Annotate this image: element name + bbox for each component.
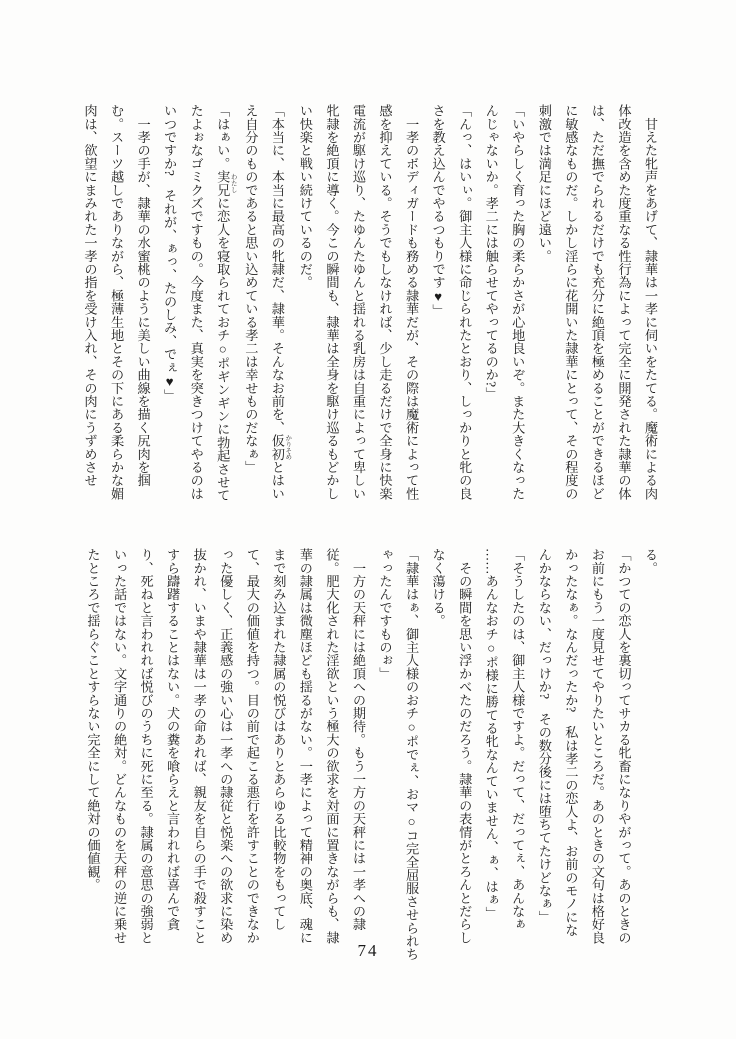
- text-line: 「本当に、本当に最高の牝隷だ、隷華。そんなお前を、仮初 かりそめとはい: [269, 104, 292, 501]
- text-line: 感を抑えている。そうでもしなければ、少し走るだけで全身に快楽: [377, 104, 393, 500]
- text-block-top: [76, 104, 663, 504]
- text-line: いった話ではない。文字通りの絶対。どんなものを天秤の逆に乗せ: [112, 548, 128, 944]
- text-line: む。スーツ越しでありながら、極薄生地とその下にある柔らかな媚: [109, 104, 125, 500]
- text-line: い快楽と戦い続けているのだ。: [297, 104, 313, 289]
- text-line: 「そうしたのは、御主人様ですよ。だって、だってぇ、あんなぁ: [510, 548, 526, 931]
- text-line: ……あんなおチ○ポ様に勝てる牝なんていません、ぁ、はぁ」: [483, 548, 499, 920]
- text-line: まで刻み込まれた隷属の悦びはありとあらゆる比較物をもってし: [271, 548, 287, 931]
- text-line: え自分のものであると思い込めている孝二は幸せものだなぁ」: [243, 104, 259, 474]
- text-line: ゃったんですものぉ」: [377, 548, 393, 680]
- text-line: 「んっ、はいぃ。御主人様に命じられたとおり、しっかりと牝の良: [457, 104, 473, 500]
- text-line: たよぉなゴミクズですもの。今度また、真実を突きつけてやるのは: [188, 104, 204, 500]
- text-line: 「隷華はぁ、御主人様のおチ○ポでぇ、おマ○コ完全屈服させられち: [404, 548, 420, 961]
- page-number: 74: [357, 941, 379, 960]
- text-line: たところで揺らぐことすらない完全にして絶対の価値観。: [85, 548, 101, 892]
- text-line: 一孝の手が、隷華の水蜜桃のように美しい曲線を描く尻肉を掴: [135, 104, 151, 487]
- text-line: て、最大の価値を持つ。目の前で起こる悪行を許すことのできなか: [244, 548, 260, 944]
- text-line: 一孝のボディガードも務める隷華だが、その際は魔術によって性: [404, 104, 420, 500]
- text-line: 肉は、欲望にまみれた一孝の指を受け入れ、その肉にうずめさせ: [82, 104, 98, 487]
- furigana-ruby: 仮初 かりそめ: [269, 434, 292, 461]
- text-line: った優しく、正義感の強い心は一孝への隷従と悦楽への欲求に染め: [218, 548, 234, 944]
- text-line: 華の隷属は微塵ほども揺るがない。一孝によって精神の奥底、魂に: [297, 548, 313, 944]
- text-line: かったなぁ。なんだったか? 私は孝二の恋人よ、お前のモノにな: [563, 548, 579, 937]
- text-line: る。: [643, 548, 658, 575]
- text-line: 体改造を含めた度重なる性行為によって完全に開発された隷華の体: [616, 104, 632, 500]
- text-line: 「いやらしく育った胸の柔らかさが心地良いぞ。また大きくなった: [510, 104, 526, 500]
- furigana-ruby: 実兄 わたし: [215, 170, 237, 197]
- text-line: いつですか? それが、ぁっ、たのしみ、でぇ♥」: [162, 104, 178, 403]
- text-line: 電流が駆け巡り、たゆんたゆんと揺れる乳房は自重によって卑しい: [350, 104, 366, 500]
- text-line: 「はぁい。実兄 わたしに恋人を寝取られておチ○ポギンギンに勃起させて: [215, 104, 237, 502]
- text-line: 牝隷を絶頂に導く。今この瞬間も、隷華は全身を駆け巡るもどかし: [324, 104, 340, 500]
- text-line: その瞬間を思い浮かべたのだろう。隷華の表情がとろんとだらし: [457, 548, 473, 944]
- text-line: すら躊躇することはない。犬の糞を喰らえと言われれば喜んで貪: [165, 548, 181, 931]
- text-line: り、死ねと言われれば悦びのうちに死に至る。隷属の意思の強弱と: [138, 548, 154, 944]
- text-line: 一方の天秤には絶頂への期待。もう一方の天秤には一孝への隷: [350, 548, 366, 931]
- text-line: さを教え込んでやるつもりです♥」: [430, 104, 446, 317]
- text-line: 抜かれ、いまや隷華は一孝の命あれば、親友を自らの手で殺すこと: [191, 548, 207, 944]
- text-line: に敏感なものだ。しかし淫らに花開いた隷華にとって、その程度の: [563, 104, 579, 500]
- text-line: んじゃないか。孝二には触らせてやってるのか?」: [483, 104, 499, 401]
- text-line: は、ただ撫でられるだけでも充分に絶頂を極めることができるほど: [589, 104, 605, 500]
- text-line: 刺激では満足にほど遠い。: [536, 104, 552, 263]
- text-line: お前にもう一度見せてやりたいところだ。あのときの文句は格好良: [589, 548, 605, 944]
- text-line: んかならない、だっけか? その数分後には堕ちてたけどなぁ」: [536, 548, 552, 924]
- text-line: 従。肥大化された淫欲という極大の欲求を対面に置きながらも、隷: [324, 548, 340, 944]
- text-line: 「かつての恋人を裏切ってサカる牝畜になりやがって。あのときの: [616, 548, 632, 944]
- text-line: 甘えた牝声をあげて、隷華は一孝に伺いをたてる。魔術による肉: [643, 104, 658, 500]
- text-line: なく蕩ける。: [430, 548, 446, 628]
